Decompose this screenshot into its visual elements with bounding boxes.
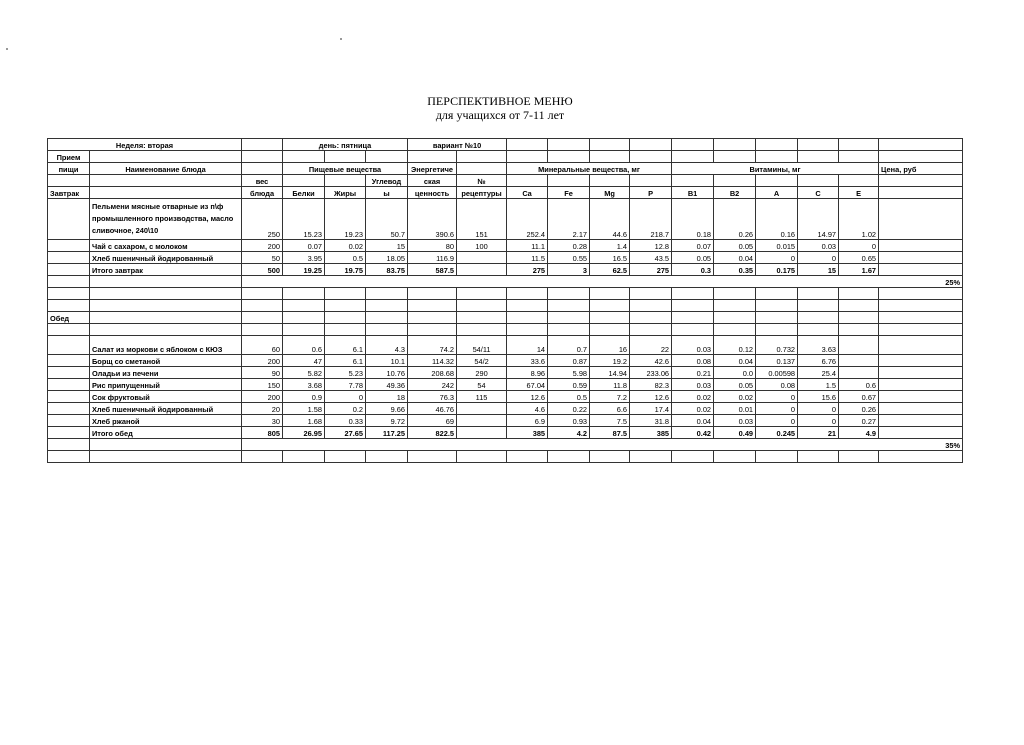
cell-ca: 11.5: [507, 252, 548, 264]
cell-a: 0.00598: [756, 367, 798, 379]
cell-fat: 27.65: [325, 427, 366, 439]
carbs-header-bottom: ы: [366, 187, 408, 199]
cell-e: 0.67: [839, 391, 879, 403]
fe-header: Fe: [548, 187, 590, 199]
cell-ca: 4.6: [507, 403, 548, 415]
cell-weight: 20: [242, 403, 283, 415]
table-row: [48, 336, 963, 355]
cell-b1: 0.04: [672, 415, 714, 427]
cell-recipe: 151: [457, 199, 507, 240]
cell-ca: 385: [507, 427, 548, 439]
cell-c: 15: [798, 264, 839, 276]
cell-energy: 116.9: [408, 252, 457, 264]
lunch-label: Обед: [48, 312, 90, 324]
cell-c: 0: [798, 415, 839, 427]
e-header: E: [839, 187, 879, 199]
dish-name: Итого обед: [90, 427, 242, 439]
cell-b1: 0.08: [672, 355, 714, 367]
cell-ca: 6.9: [507, 415, 548, 427]
cell-p: 12.6: [630, 391, 672, 403]
cell-b1: 0.03: [672, 336, 714, 355]
cell-carbs: 10.76: [366, 367, 408, 379]
cell-b2: 0.01: [714, 403, 756, 415]
table-row: [48, 379, 963, 391]
cell-fe: 0.93: [548, 415, 590, 427]
cell-mg: 14.94: [590, 367, 630, 379]
cell-protein: 0.07: [283, 240, 325, 252]
cell-ca: 11.1: [507, 240, 548, 252]
cell-fe: 0.5: [548, 391, 590, 403]
variant-cell: вариант №10: [408, 139, 507, 151]
cell-energy: 208.68: [408, 367, 457, 379]
dish-name: Борщ со сметаной: [90, 355, 242, 367]
dish-name: Итого завтрак: [90, 264, 242, 276]
cell-c: 3.63: [798, 336, 839, 355]
cell-p: 42.6: [630, 355, 672, 367]
header-row-5: [48, 187, 963, 199]
cell-e: 4.9: [839, 427, 879, 439]
cell-b1: 0.21: [672, 367, 714, 379]
cell-mg: 44.6: [590, 199, 630, 240]
cell-carbs: 50.7: [366, 199, 408, 240]
table-row: [48, 415, 963, 427]
cell-fe: 3: [548, 264, 590, 276]
cell-price: [879, 336, 963, 355]
vitamins-group-header: Витамины, мг: [672, 163, 879, 175]
dish-name: Хлеб пшеничный йодированный: [90, 252, 242, 264]
cell-e: 1.67: [839, 264, 879, 276]
cell-p: 233.06: [630, 367, 672, 379]
ca-header: Ca: [507, 187, 548, 199]
percent-value: 35%: [242, 439, 963, 451]
cell-protein: 1.68: [283, 415, 325, 427]
meal-header-bottom: пищи: [48, 163, 90, 175]
cell-b1: 0.3: [672, 264, 714, 276]
header-row-2: [48, 151, 963, 163]
cell-b2: 0.04: [714, 252, 756, 264]
cell-b2: 0.03: [714, 415, 756, 427]
cell-price: [879, 240, 963, 252]
cell-recipe: 54: [457, 379, 507, 391]
cell-protein: 5.82: [283, 367, 325, 379]
table-row: [48, 252, 963, 264]
cell-fat: 0.5: [325, 252, 366, 264]
cell-protein: 0.9: [283, 391, 325, 403]
cell-price: [879, 403, 963, 415]
recipe-header-top: №: [457, 175, 507, 187]
table-row: [48, 367, 963, 379]
cell-price: [879, 264, 963, 276]
cell-b1: 0.02: [672, 391, 714, 403]
cell-fe: 0.7: [548, 336, 590, 355]
cell-mg: 7.5: [590, 415, 630, 427]
table-row: [48, 240, 963, 252]
cell-c: 21: [798, 427, 839, 439]
cell-fat: 6.1: [325, 355, 366, 367]
cell-weight: 200: [242, 240, 283, 252]
nutrients-group-header: Пищевые вещества: [283, 163, 408, 175]
cell-price: [879, 355, 963, 367]
cell-a: 0: [756, 415, 798, 427]
cell-ca: 67.04: [507, 379, 548, 391]
cell-fe: 5.98: [548, 367, 590, 379]
table-row: [48, 403, 963, 415]
cell-fe: 0.22: [548, 403, 590, 415]
cell-b1: 0.05: [672, 252, 714, 264]
cell-a: 0.245: [756, 427, 798, 439]
cell-e: 0: [839, 240, 879, 252]
cell-b1: 0.02: [672, 403, 714, 415]
cell-b1: 0.42: [672, 427, 714, 439]
cell-b2: 0.05: [714, 240, 756, 252]
cell-carbs: 117.25: [366, 427, 408, 439]
cell-fe: 0.28: [548, 240, 590, 252]
cell-b2: 0.0: [714, 367, 756, 379]
scan-speck: [340, 38, 342, 40]
cell-recipe: [457, 252, 507, 264]
total-row: [48, 427, 963, 439]
cell-b1: 0.03: [672, 379, 714, 391]
cell-c: 0: [798, 403, 839, 415]
cell-ca: 252.4: [507, 199, 548, 240]
b1-header: B1: [672, 187, 714, 199]
cell-energy: 74.2: [408, 336, 457, 355]
cell-a: 0: [756, 252, 798, 264]
a-header: A: [756, 187, 798, 199]
c-header: C: [798, 187, 839, 199]
cell-fe: 2.17: [548, 199, 590, 240]
cell-b2: 0.02: [714, 391, 756, 403]
cell-fat: 19.23: [325, 199, 366, 240]
cell-protein: 19.25: [283, 264, 325, 276]
cell-carbs: 15: [366, 240, 408, 252]
cell-carbs: 49.36: [366, 379, 408, 391]
scan-speck: [6, 48, 8, 50]
percent-value: 25%: [242, 276, 963, 288]
energy-header-bottom: ценность: [408, 187, 457, 199]
cell-recipe: 290: [457, 367, 507, 379]
carbs-header-top: Углевод: [366, 175, 408, 187]
cell-p: 275: [630, 264, 672, 276]
cell-energy: 242: [408, 379, 457, 391]
cell-ca: 14: [507, 336, 548, 355]
cell-p: 12.8: [630, 240, 672, 252]
cell-b2: 0.35: [714, 264, 756, 276]
cell-e: [839, 336, 879, 355]
price-header: Цена, руб: [879, 163, 963, 175]
dish-name: Хлеб ржаной: [90, 415, 242, 427]
cell-fat: 0.02: [325, 240, 366, 252]
cell-mg: 6.6: [590, 403, 630, 415]
cell-p: 43.5: [630, 252, 672, 264]
cell-price: [879, 367, 963, 379]
percent-row: [48, 276, 963, 288]
cell-energy: 114.32: [408, 355, 457, 367]
cell-p: 82.3: [630, 379, 672, 391]
percent-row: [48, 439, 963, 451]
cell-e: 1.02: [839, 199, 879, 240]
recipe-header-bottom: рецептуры: [457, 187, 507, 199]
cell-a: 0.175: [756, 264, 798, 276]
table-row: [48, 199, 963, 240]
cell-a: 0: [756, 403, 798, 415]
cell-p: 22: [630, 336, 672, 355]
cell-fe: 0.87: [548, 355, 590, 367]
cell-protein: 26.95: [283, 427, 325, 439]
cell-b1: 0.07: [672, 240, 714, 252]
dish-name: Чай с сахаром, с молоком: [90, 240, 242, 252]
cell-weight: 60: [242, 336, 283, 355]
cell-energy: 80: [408, 240, 457, 252]
header-row-3: [48, 163, 963, 175]
blank-row: [48, 324, 963, 336]
dish-name: Рис припущенный: [90, 379, 242, 391]
cell-b1: 0.18: [672, 199, 714, 240]
cell-recipe: [457, 403, 507, 415]
cell-mg: 62.5: [590, 264, 630, 276]
cell-fat: 0: [325, 391, 366, 403]
cell-price: [879, 391, 963, 403]
cell-carbs: 9.66: [366, 403, 408, 415]
cell-weight: 500: [242, 264, 283, 276]
cell-p: 385: [630, 427, 672, 439]
cell-ca: 12.6: [507, 391, 548, 403]
cell-weight: 90: [242, 367, 283, 379]
cell-price: [879, 379, 963, 391]
fat-header: Жиры: [325, 187, 366, 199]
cell-ca: 33.6: [507, 355, 548, 367]
blank-row: [48, 451, 963, 463]
dish-name: Хлеб пшеничный йодированный: [90, 403, 242, 415]
cell-weight: 805: [242, 427, 283, 439]
dish-name: Сок фруктовый: [90, 391, 242, 403]
cell-a: 0.16: [756, 199, 798, 240]
cell-carbs: 10.1: [366, 355, 408, 367]
cell-c: 14.97: [798, 199, 839, 240]
cell-mg: 16: [590, 336, 630, 355]
cell-energy: 46.76: [408, 403, 457, 415]
cell-e: 0.26: [839, 403, 879, 415]
cell-c: 0: [798, 252, 839, 264]
cell-b2: 0.05: [714, 379, 756, 391]
cell-mg: 19.2: [590, 355, 630, 367]
cell-price: [879, 427, 963, 439]
cell-fat: 0.2: [325, 403, 366, 415]
cell-a: 0.015: [756, 240, 798, 252]
cell-b2: 0.49: [714, 427, 756, 439]
cell-recipe: 100: [457, 240, 507, 252]
menu-table: [47, 138, 963, 463]
page-title: ПЕРСПЕКТИВНОЕ МЕНЮ: [427, 94, 573, 108]
cell-c: 0.03: [798, 240, 839, 252]
lunch-label-row: [48, 312, 963, 324]
page-subtitle: для учащихся от 7-11 лет: [435, 108, 565, 122]
cell-recipe: 54/2: [457, 355, 507, 367]
cell-energy: 69: [408, 415, 457, 427]
cell-b2: 0.04: [714, 355, 756, 367]
cell-c: 1.5: [798, 379, 839, 391]
table-row: [48, 391, 963, 403]
cell-e: 0.65: [839, 252, 879, 264]
weight-header-top: вес: [242, 175, 283, 187]
cell-weight: 250: [242, 199, 283, 240]
cell-carbs: 9.72: [366, 415, 408, 427]
meal-header: Прием: [48, 151, 90, 163]
cell-ca: 8.96: [507, 367, 548, 379]
cell-e: [839, 355, 879, 367]
dish-name: Оладьи из печени: [90, 367, 242, 379]
cell-fat: 7.78: [325, 379, 366, 391]
cell-carbs: 18.05: [366, 252, 408, 264]
cell-protein: 1.58: [283, 403, 325, 415]
cell-mg: 16.5: [590, 252, 630, 264]
cell-b2: 0.26: [714, 199, 756, 240]
cell-price: [879, 252, 963, 264]
cell-energy: 76.3: [408, 391, 457, 403]
cell-protein: 15.23: [283, 199, 325, 240]
cell-mg: 7.2: [590, 391, 630, 403]
total-row: [48, 264, 963, 276]
cell-fe: 0.59: [548, 379, 590, 391]
cell-a: 0.137: [756, 355, 798, 367]
cell-a: 0: [756, 391, 798, 403]
blank-row: [48, 300, 963, 312]
cell-fe: 4.2: [548, 427, 590, 439]
cell-fe: 0.55: [548, 252, 590, 264]
cell-weight: 200: [242, 391, 283, 403]
header-row-1: [48, 139, 963, 151]
cell-recipe: 54/11: [457, 336, 507, 355]
cell-c: 15.6: [798, 391, 839, 403]
b2-header: B2: [714, 187, 756, 199]
dish-name: Салат из моркови с яблоком с КЮЗ: [90, 336, 242, 355]
cell-recipe: [457, 427, 507, 439]
cell-ca: 275: [507, 264, 548, 276]
cell-e: [839, 367, 879, 379]
cell-a: 0.08: [756, 379, 798, 391]
cell-fat: 0.33: [325, 415, 366, 427]
cell-weight: 150: [242, 379, 283, 391]
cell-energy: 587.5: [408, 264, 457, 276]
header-row-4: [48, 175, 963, 187]
breakfast-label: Завтрак: [48, 187, 90, 199]
cell-e: 0.27: [839, 415, 879, 427]
cell-recipe: 115: [457, 391, 507, 403]
cell-weight: 50: [242, 252, 283, 264]
cell-p: 17.4: [630, 403, 672, 415]
cell-weight: 30: [242, 415, 283, 427]
cell-p: 218.7: [630, 199, 672, 240]
minerals-group-header: Минеральные вещества, мг: [507, 163, 672, 175]
protein-header: Белки: [283, 187, 325, 199]
dish-name: Пельмени мясные отварные из п\ф промышленного производства, масло сливочное, 240\10: [90, 199, 242, 240]
dish-name-header: Наименование блюда: [90, 163, 242, 175]
cell-b2: 0.12: [714, 336, 756, 355]
cell-price: [879, 415, 963, 427]
cell-protein: 3.95: [283, 252, 325, 264]
cell-a: 0.732: [756, 336, 798, 355]
weight-header-bottom: блюда: [242, 187, 283, 199]
cell-mg: 11.8: [590, 379, 630, 391]
cell-mg: 1.4: [590, 240, 630, 252]
cell-weight: 200: [242, 355, 283, 367]
cell-fat: 6.1: [325, 336, 366, 355]
week-cell: Неделя: вторая: [48, 139, 242, 151]
cell-recipe: [457, 264, 507, 276]
cell-p: 31.8: [630, 415, 672, 427]
p-header: P: [630, 187, 672, 199]
cell-carbs: 4.3: [366, 336, 408, 355]
table-row: [48, 355, 963, 367]
mg-header: Mg: [590, 187, 630, 199]
cell-carbs: 18: [366, 391, 408, 403]
cell-c: 25.4: [798, 367, 839, 379]
energy-header-top: Энергетиче: [408, 163, 457, 175]
cell-protein: 0.6: [283, 336, 325, 355]
energy-header-mid: ская: [408, 175, 457, 187]
cell-energy: 390.6: [408, 199, 457, 240]
cell-recipe: [457, 415, 507, 427]
cell-protein: 3.68: [283, 379, 325, 391]
cell-protein: 47: [283, 355, 325, 367]
cell-carbs: 83.75: [366, 264, 408, 276]
cell-fat: 5.23: [325, 367, 366, 379]
cell-price: [879, 199, 963, 240]
cell-c: 6.76: [798, 355, 839, 367]
cell-e: 0.6: [839, 379, 879, 391]
blank-row: [48, 288, 963, 300]
day-cell: день: пятница: [283, 139, 408, 151]
cell-mg: 87.5: [590, 427, 630, 439]
cell-fat: 19.75: [325, 264, 366, 276]
cell-energy: 822.5: [408, 427, 457, 439]
